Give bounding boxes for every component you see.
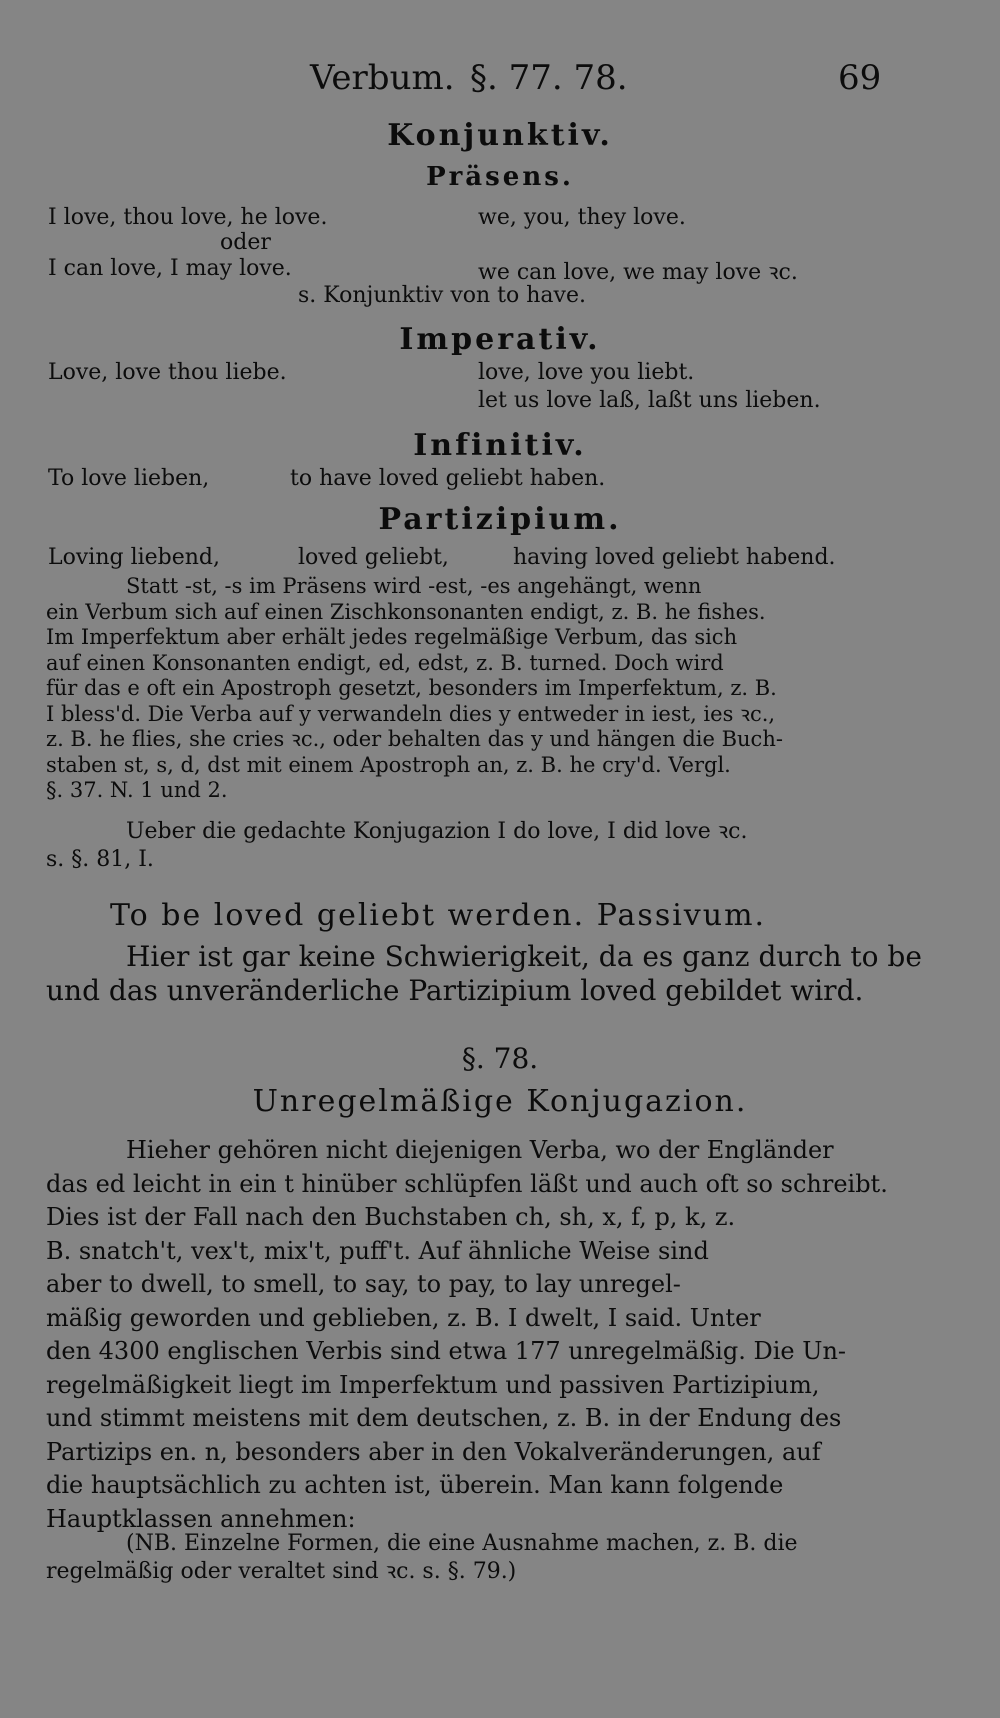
running-header-section: §. 77. 78. — [470, 58, 628, 98]
partizipium-col1: Loving liebend, — [48, 545, 221, 570]
section-78-line: regelmäßigkeit liegt im Imperfektum und passiven Partizipium, — [46, 1370, 820, 1399]
note-line: I bless'd. Die Verba auf y verwandeln dies y entweder in iest, ies ꝛc., — [46, 701, 776, 726]
passivum-line: Hier ist gar keine Schwierigkeit, da es ganz durch to be — [126, 940, 922, 973]
partizipium-col3: having loved geliebt habend. — [513, 545, 836, 570]
note-line: für das e oft ein Apostroph gesetzt, besonders im Imperfektum, z. B. — [46, 676, 777, 700]
section-78-nb-line: (NB. Einzelne Formen, die eine Ausnahme machen, z. B. die — [126, 1531, 798, 1556]
infinitiv-right: to have loved geliebt haben. — [290, 466, 606, 491]
section-78-line: Hieher gehören nicht diejenigen Verba, wo der Engländer — [126, 1136, 834, 1164]
konjunktiv-heading: Konjunktiv. — [387, 118, 613, 153]
note-line: auf einen Konsonanten endigt, ed, edst, z. B. turned. Doch wird — [46, 650, 724, 675]
konjunktiv-row2-left: I can love, I may love. — [48, 256, 292, 281]
note-line: ein Verbum sich auf einen Zischkonsonanten endigt, z. B. he fishes. — [46, 599, 766, 624]
conjugation-note-line: Ueber die gedachte Konjugazion I do love, I did love ꝛc. — [126, 819, 748, 844]
section-78-line: Partizips en. n, besonders aber in den Vokalveränderungen, auf — [46, 1437, 821, 1466]
konjunktiv-row2-right: we can love, we may love ꝛc. — [478, 260, 798, 285]
praesens-heading: Präsens. — [426, 162, 574, 192]
section-78-line: B. snatch't, vex't, mix't, puff't. Auf ähnliche Weise sind — [46, 1236, 709, 1265]
section-78-number: §. 78. — [461, 1042, 539, 1075]
note-line: §. 37. N. 1 und 2. — [46, 778, 228, 802]
partizipium-col2: loved geliebt, — [298, 545, 449, 570]
section-78-paragraph — [46, 1134, 888, 1536]
note-line: z. B. he flies, she cries ꝛc., oder behalten das y und hängen die Buch- — [46, 727, 783, 751]
infinitiv-left: To love lieben, — [48, 466, 210, 491]
note-paragraph — [46, 574, 886, 804]
note-line: Statt -st, -s im Präsens wird -est, -es angehängt, wenn — [126, 574, 702, 598]
imperativ-left: Love, love thou liebe. — [48, 360, 287, 385]
imperativ-right-2: let us love laß, laßt uns lieben. — [478, 388, 821, 413]
section-78-nb — [46, 1530, 886, 1586]
page-number: 69 — [838, 58, 882, 98]
conjugation-note-line: s. §. 81, I. — [46, 847, 154, 872]
konjunktiv-note: s. Konjunktiv von to have. — [298, 283, 586, 308]
section-78-line: und stimmt meistens mit dem deutschen, z. B. in der Endung des — [46, 1404, 842, 1432]
konjunktiv-row1-right: we, you, they love. — [478, 205, 686, 230]
section-78-line: aber to dwell, to smell, to say, to pay, to lay unregel- — [46, 1270, 681, 1298]
note-line: staben st, s, d, dst mit einem Apostroph an, z. B. he cry'd. Vergl. — [46, 752, 731, 777]
section-78-line: das ed leicht in ein t hinüber schlüpfen läßt und auch oft so schreibt. — [46, 1169, 888, 1198]
running-header-title: Verbum. — [310, 58, 455, 98]
section-78-nb-line: regelmäßig oder veraltet sind ꝛc. s. §. 79.) — [46, 1559, 517, 1584]
konjunktiv-oder: oder — [220, 230, 271, 255]
section-78-line: Dies ist der Fall nach den Buchstaben ch, sh, x, f, p, k, z. — [46, 1203, 736, 1231]
infinitiv-heading: Infinitiv. — [413, 428, 587, 463]
section-78-line: mäßig geworden und geblieben, z. B. I dwelt, I said. Unter — [46, 1303, 761, 1332]
section-78-line: Hauptklassen annehmen: — [46, 1504, 356, 1533]
conjugation-note — [46, 818, 886, 874]
imperativ-right-1: love, love you liebt. — [478, 360, 695, 385]
partizipium-heading: Partizipium. — [378, 502, 622, 537]
section-78-title: Unregelmäßige Konjugazion. — [252, 1084, 748, 1119]
section-78-line: den 4300 englischen Verbis sind etwa 177 unregelmäßig. Die Un- — [46, 1337, 847, 1365]
note-line: Im Imperfektum aber erhält jedes regelmäßige Verbum, das sich — [46, 625, 738, 649]
konjunktiv-row1-left: I love, thou love, he love. — [48, 205, 328, 230]
passivum-heading: To be loved geliebt werden. Passivum. — [110, 898, 767, 933]
passivum-paragraph — [46, 940, 922, 1008]
imperativ-heading: Imperativ. — [399, 322, 601, 357]
passivum-line: und das unveränderliche Partizipium loved gebildet wird. — [46, 974, 864, 1007]
section-78-line: die hauptsächlich zu achten ist, überein. Man kann folgende — [46, 1471, 784, 1499]
